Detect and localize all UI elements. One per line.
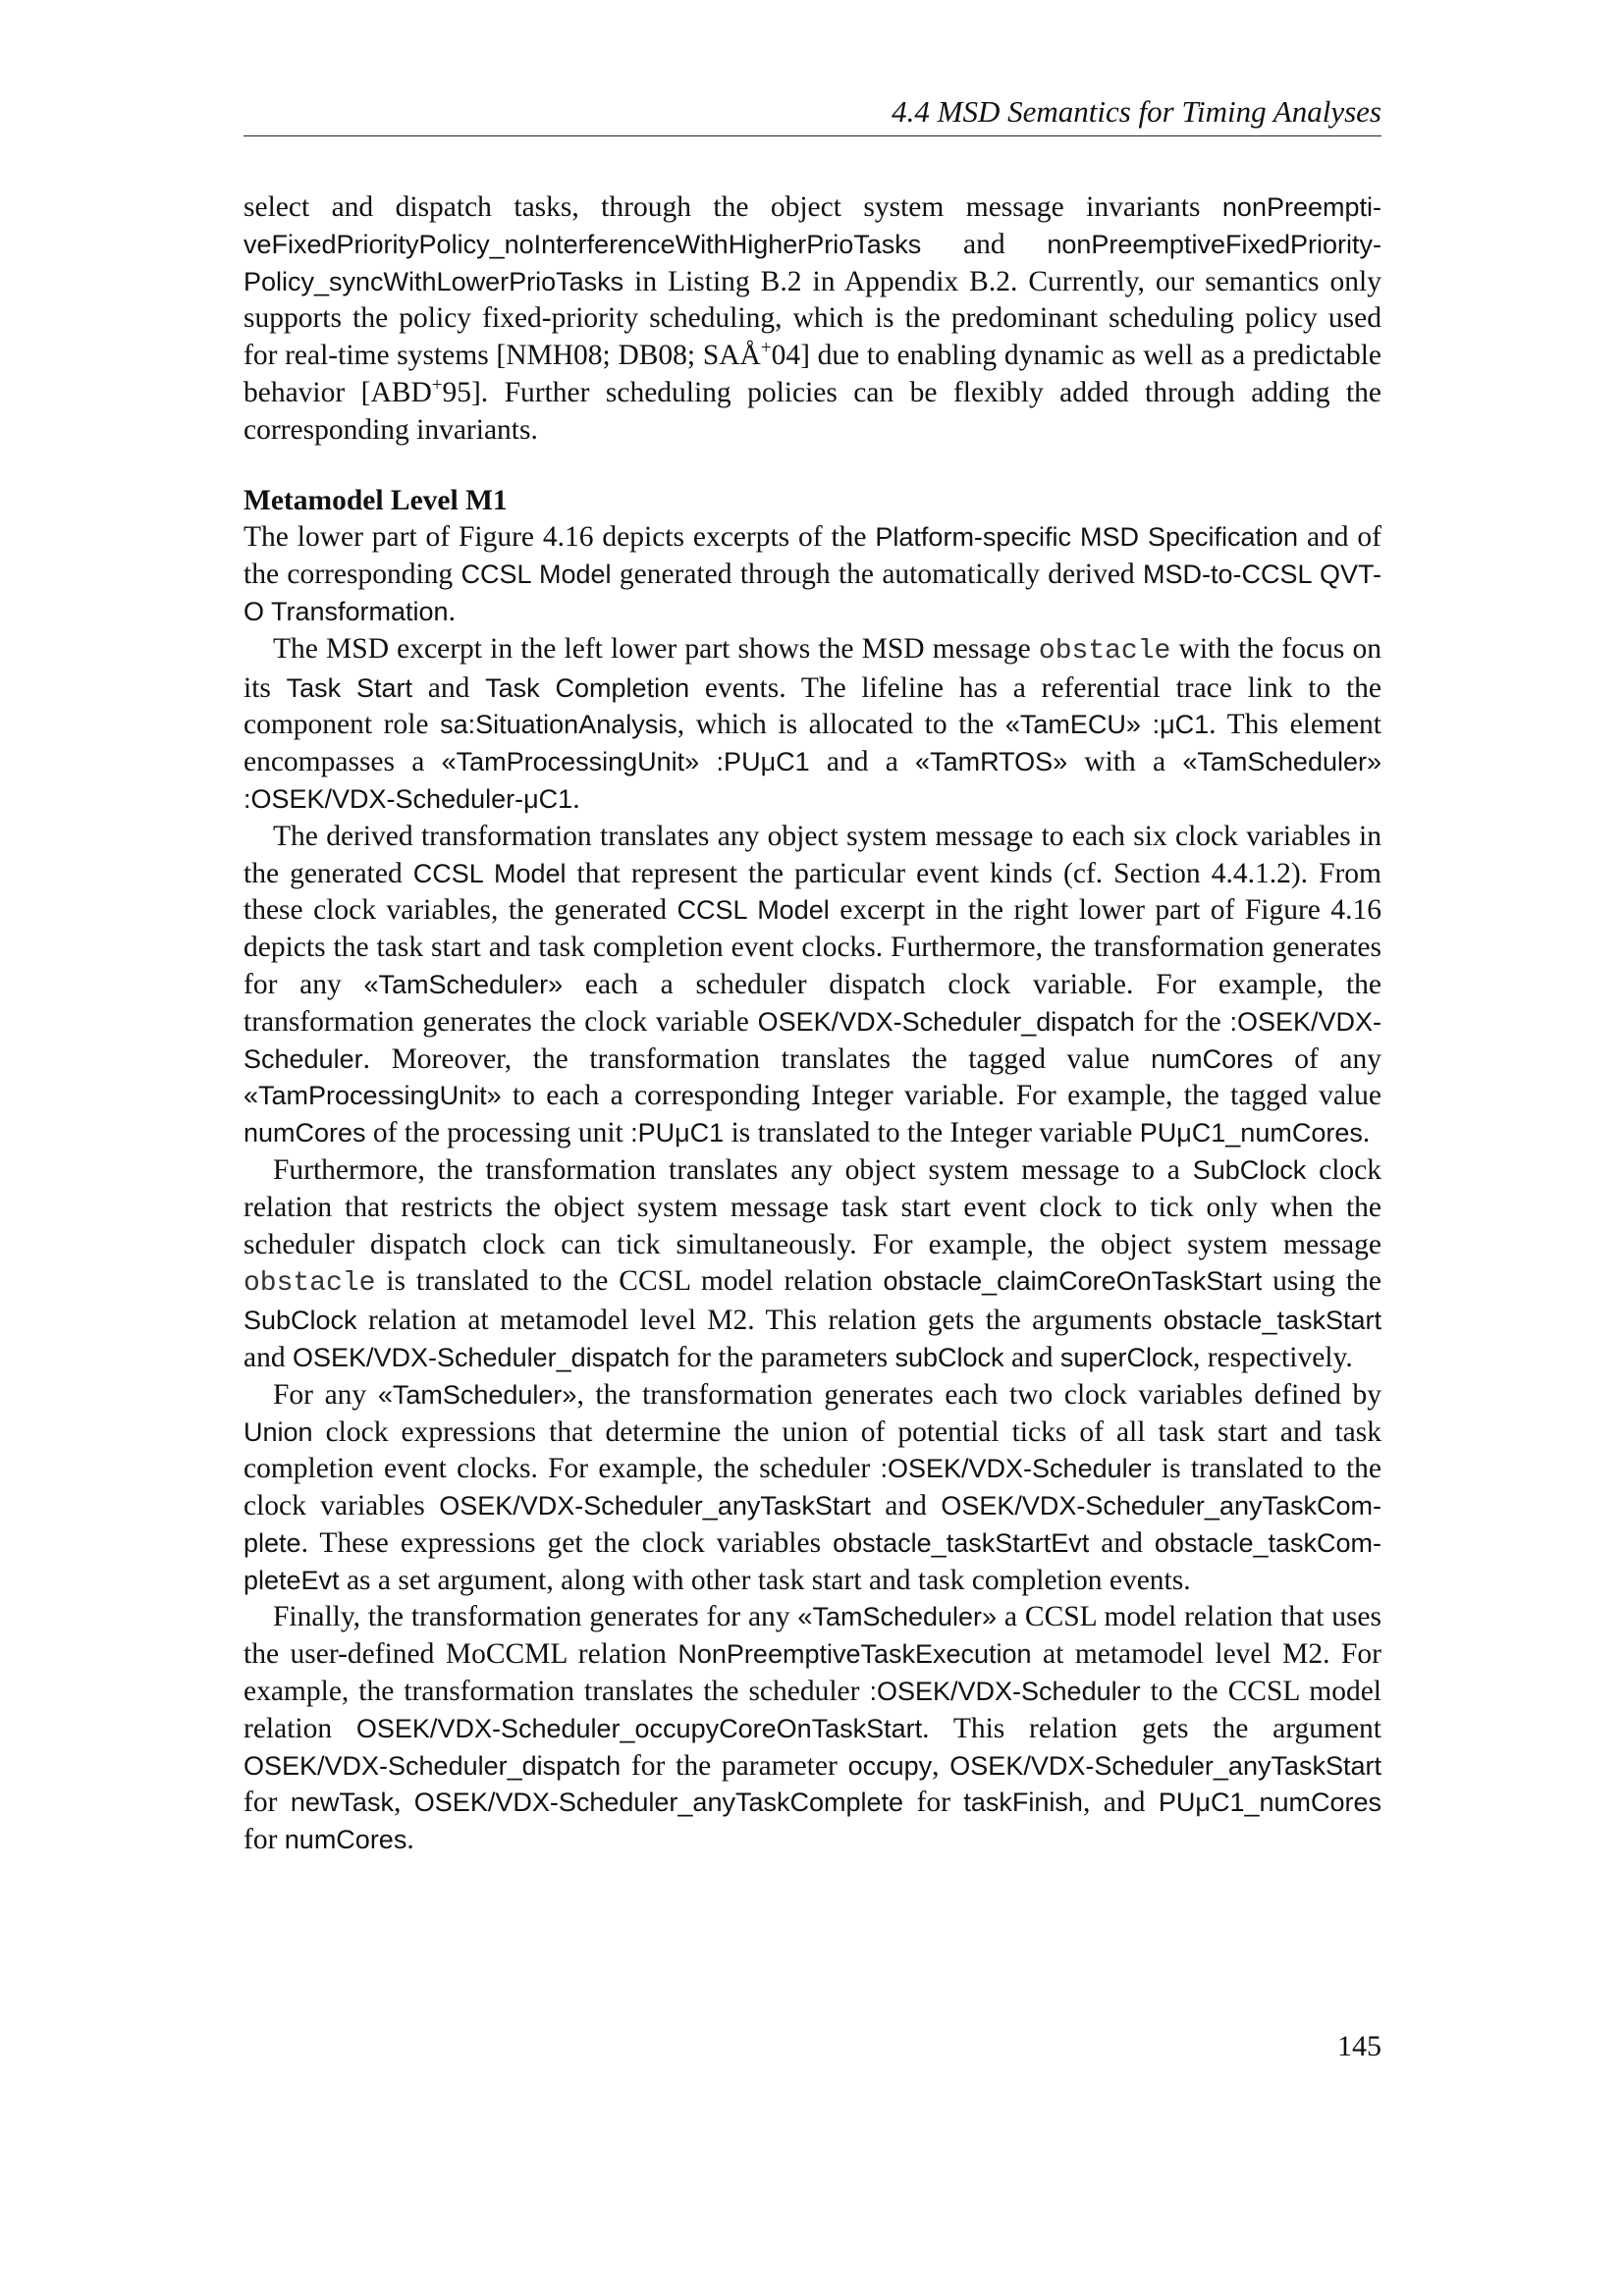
term: :OSEK/VDX-Scheduler — [869, 1677, 1141, 1707]
text-run: , which is allocated to the — [677, 709, 1005, 741]
term: Task Start — [286, 672, 413, 703]
term: OSEK/VDX-Scheduler_anyTaskComplete — [244, 1491, 1381, 1558]
text-run: generated through the automatically derived — [611, 559, 1144, 591]
text-run: clock expressions that determine the union of potential ticks of all task start and task completion event clocks. For example, the scheduler — [244, 1415, 1381, 1485]
text-run: at metamodel level M2. For example, the transformation translates the scheduler — [244, 1638, 1381, 1708]
term: obstacle_taskStart — [1163, 1306, 1381, 1336]
text-run: 04] due to enabling dynamic as well as a predictable behavior [ABD — [244, 340, 1381, 408]
text-run: and of the corresponding — [244, 521, 1381, 591]
text-run: each a scheduler dispatch clock variable. For example, the transformation generates the clock variable — [244, 968, 1381, 1038]
term: obstacle_taskStartEvt — [833, 1527, 1090, 1558]
term: numCores — [1151, 1043, 1273, 1074]
term: NonPreemptiveTaskExecution — [677, 1639, 1032, 1670]
term: subClock — [894, 1342, 1004, 1372]
term: obstacle_claimCoreOnTaskStart — [883, 1266, 1263, 1297]
text-run: using the — [1262, 1265, 1382, 1298]
header-rule — [244, 135, 1381, 136]
term: OSEK/VDX-Scheduler_dispatch — [292, 1342, 671, 1372]
text-run: For any — [273, 1378, 378, 1411]
text-run: Furthermore, the transformation translates any object system message to a — [273, 1153, 1193, 1186]
invariant-name: nonPreemptiveFixedPriorityPolicy_syncWithLowerPrioTasks — [244, 229, 1381, 296]
text-run: is translated to the CCSL model relation — [375, 1265, 884, 1298]
text-run: The lower part of Figure 4.16 depicts excerpts of the — [244, 521, 876, 554]
term: Platform-specific MSD Specification — [875, 522, 1299, 553]
term: CCSL Model — [677, 895, 830, 926]
superscript: + — [431, 375, 443, 397]
text-run: 95]. Further scheduling policies can be flexibly added through adding the corresponding invariants. — [244, 376, 1381, 446]
text-run: with the focus on its — [244, 632, 1381, 704]
text-run: , respectively. — [1192, 1341, 1353, 1373]
text-run: , — [393, 1787, 414, 1819]
term: OSEK/VDX-Scheduler_occupyCoreOnTaskStart — [355, 1713, 923, 1743]
text-run: of any — [1272, 1042, 1382, 1075]
text-run: relation at metamodel level M2. This relation gets the arguments — [356, 1305, 1164, 1337]
text-run: for — [244, 1787, 291, 1819]
term: numCores — [244, 1118, 366, 1148]
text-run: and — [412, 671, 486, 704]
term: «TamECU» :μC1 — [1004, 710, 1210, 740]
text-run: . This relation gets the argument — [922, 1712, 1381, 1744]
text-run: with a — [1067, 746, 1183, 778]
text-run: for the parameter — [621, 1749, 848, 1782]
term: occupy — [847, 1750, 933, 1781]
term: PUμC1_numCores — [1139, 1118, 1363, 1148]
paragraph-5 — [244, 1377, 1381, 1600]
text-run: . This element encompasses a — [244, 709, 1381, 778]
text-run: Finally, the transformation generates for any — [273, 1601, 798, 1633]
text-run: , and — [1082, 1787, 1159, 1819]
text-run: for the parameters — [670, 1341, 895, 1373]
page-number: 145 — [1337, 2030, 1381, 2062]
paragraph-1 — [244, 519, 1381, 630]
term: CCSL Model — [460, 560, 612, 590]
text-run: is translated to the clock variables — [244, 1453, 1381, 1522]
term: :OSEK/VDX-Scheduler — [880, 1454, 1152, 1484]
term: «TamProcessingUnit» :PUμC1 — [441, 747, 810, 777]
text-run: The MSD excerpt in the left lower part shows the MSD message — [273, 632, 1039, 665]
text-run: and — [870, 1490, 942, 1522]
text-run: clock relation that restricts the object system message task start event clock to tick only when the scheduler dispatch clock can tick simultaneously. For example, the object system message — [244, 1153, 1381, 1260]
term: numCores — [284, 1825, 407, 1855]
term: Union — [244, 1416, 313, 1447]
text-run: to the CCSL model relation — [244, 1676, 1382, 1744]
text-run: and a — [809, 746, 916, 778]
text-run: of the processing unit — [365, 1117, 631, 1149]
term: PUμC1_numCores — [1158, 1788, 1382, 1818]
term: «TamScheduler» — [377, 1379, 577, 1410]
term: OSEK/VDX-Scheduler_anyTaskComplete — [413, 1788, 904, 1818]
paragraph-continuation — [244, 189, 1381, 450]
term: superClock — [1059, 1342, 1193, 1372]
term: OSEK/VDX-Scheduler_dispatch — [757, 1006, 1135, 1037]
term: «TamScheduler» — [363, 969, 564, 999]
text-run: and — [1003, 1341, 1060, 1373]
paragraph-4 — [244, 1152, 1381, 1377]
term: :OSEK/VDX-Scheduler — [244, 1006, 1382, 1074]
text-run: for the — [1134, 1005, 1230, 1038]
text-run: . Moreover, the transformation translates the tagged value — [362, 1042, 1152, 1075]
text-run: . — [572, 782, 580, 815]
term: «TamProcessingUnit» — [244, 1081, 502, 1111]
text-run: . — [448, 595, 456, 627]
text-run: . These expressions get the clock variables — [300, 1526, 834, 1559]
term: sa:SituationAnalysis — [440, 710, 677, 740]
invariant-name: nonPreemptiveFixedPriorityPolicy_noInterferenceWithHigherPrioTasks — [244, 192, 1381, 259]
term: :PUμC1 — [630, 1118, 725, 1148]
text-run: and — [244, 1341, 293, 1373]
term: CCSL Model — [412, 858, 567, 888]
term: SubClock — [1192, 1154, 1307, 1185]
term: «TamRTOS» — [915, 747, 1068, 777]
term: «TamScheduler» — [797, 1602, 998, 1632]
code-term: obstacle — [1038, 635, 1171, 667]
text-run: a CCSL model relation that uses the user-defined MoCCML relation — [244, 1601, 1381, 1671]
body-text — [244, 189, 1381, 1859]
text-run: . — [1362, 1117, 1371, 1149]
term: OSEK/VDX-Scheduler_anyTaskStart — [439, 1491, 871, 1522]
term: «TamScheduler» :OSEK/VDX-Scheduler-μC1 — [244, 747, 1381, 814]
text-run: to each a corresponding Integer variable. For example, the tagged value — [501, 1080, 1381, 1112]
text-run: for — [244, 1824, 285, 1856]
term: SubClock — [244, 1306, 357, 1336]
text-run: events. The lifeline has a referential trace link to the component role — [244, 671, 1381, 741]
text-run: excerpt in the right lower part of Figure 4.16 depicts the task start and task completion event clocks. Furthermore, the transformation generates for any — [244, 894, 1381, 1000]
paragraph-2 — [244, 631, 1381, 819]
text-run: select and dispatch tasks, through the object system message invariants — [244, 191, 1222, 223]
term: newTask — [290, 1788, 394, 1818]
text-run: in Listing B.2 in Appendix B.2. Currently, our semantics only supports the policy fixed-priority scheduling, which is the predominant scheduling policy used for real-time systems [NMH08; DB08; SAÅ — [244, 265, 1381, 372]
text-run: The derived transformation translates any object system message to each six clock variables in the generated — [244, 820, 1381, 889]
text-run: is translated to the Integer variable — [724, 1117, 1140, 1149]
text-run: as a set argument, along with other task start and task completion events. — [339, 1564, 1191, 1596]
running-header: 4.4 MSD Semantics for Timing Analyses — [892, 94, 1381, 129]
term: Task Completion — [485, 672, 690, 703]
text-run: , the transformation generates each two clock variables defined by — [576, 1378, 1382, 1411]
paragraph-3 — [244, 819, 1381, 1152]
text-run: and — [1089, 1526, 1155, 1559]
term: taskFinish — [963, 1788, 1083, 1818]
paragraph-6 — [244, 1599, 1381, 1859]
term: MSD-to-CCSL QVT-O Transformation — [244, 560, 1382, 626]
section-heading: Metamodel Level M1 — [244, 484, 508, 516]
text-run: and — [921, 228, 1048, 260]
code-term: obstacle — [244, 1268, 376, 1300]
term: obstacle_taskCompleteEvt — [244, 1527, 1382, 1595]
superscript: + — [760, 338, 772, 359]
term: OSEK/VDX-Scheduler_dispatch — [244, 1750, 622, 1781]
text-run: that represent the particular event kinds (cf. Section 4.4.1.2). From these clock variables, the generated — [244, 857, 1382, 927]
text-run: . — [406, 1824, 414, 1856]
term: OSEK/VDX-Scheduler_anyTaskStart — [949, 1750, 1381, 1781]
text-run: for — [903, 1787, 964, 1819]
text-run: , — [932, 1749, 950, 1782]
